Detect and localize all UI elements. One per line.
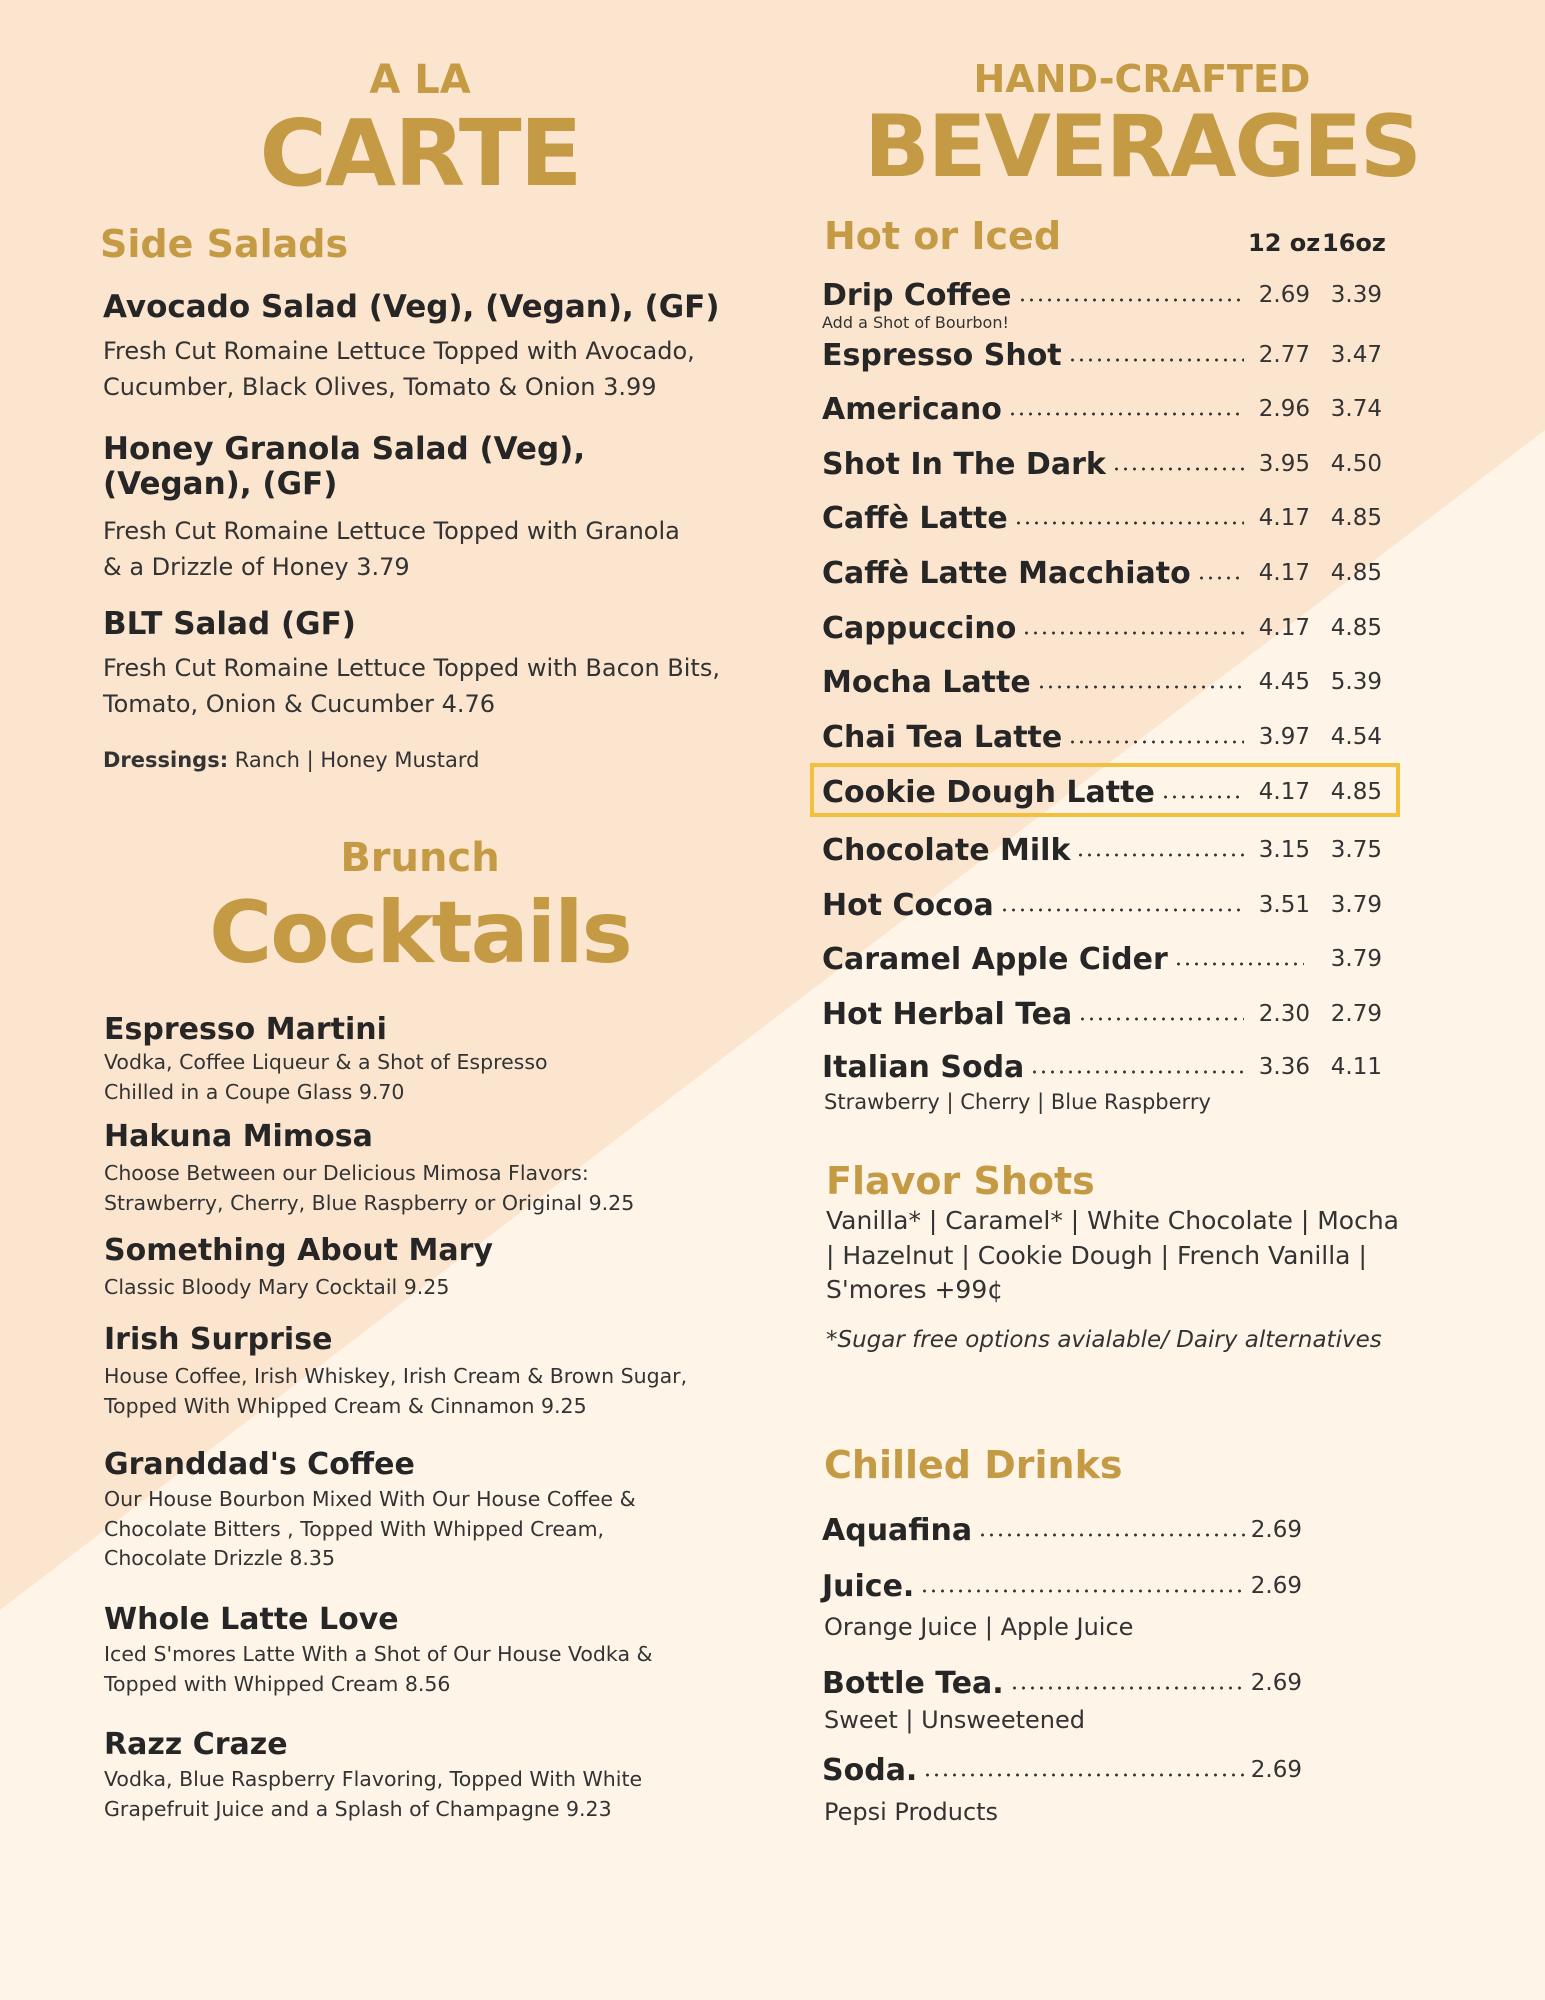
leader-dots [1010, 1686, 1245, 1690]
beverage-name: Caramel Apple Cider [822, 941, 1168, 977]
cocktail-desc: House Coffee, Irish Whiskey, Irish Cream & Brown Sugar, Topped With Whipped Cream & Cinnamon 9.25 [104, 1364, 688, 1418]
price-12oz: 3.15 [1258, 837, 1310, 863]
price-16oz: 3.79 [1330, 946, 1382, 972]
cocktail-desc: Vodka, Blue Raspberry Flavoring, Topped With White Grapefruit Juice and a Splash of Champagne 9.23 [104, 1767, 643, 1821]
salad-desc: Fresh Cut Romaine Lettuce Topped with Bacon Bits, Tomato, Onion & Cucumber 4.76 [103, 653, 720, 718]
cocktails-title: Cocktails [209, 883, 631, 983]
beverage-name: Chocolate Milk [822, 832, 1071, 868]
chilled-name: Juice. [822, 1568, 915, 1604]
beverage-row [822, 335, 1382, 375]
cocktail-item [104, 1323, 704, 1421]
price-12oz: 4.17 [1258, 779, 1310, 805]
dressings-label: Dressings: [103, 748, 229, 772]
cocktail-name: Something About Mary [104, 1233, 493, 1268]
chilled-row [822, 1510, 1302, 1550]
cocktail-item [104, 1728, 684, 1824]
hot-iced-heading: Hot or Iced [824, 214, 1062, 258]
price-16oz: 3.39 [1330, 282, 1382, 308]
salad-desc: Fresh Cut Romaine Lettuce Topped with Granola & a Drizzle of Honey 3.79 [103, 517, 680, 582]
cocktail-desc: Choose Between our Delicious Mimosa Flavors: Strawberry, Cherry, Blue Raspberry or Original 9.25 [104, 1161, 635, 1215]
beverage-name: Cappuccino [822, 610, 1017, 646]
price-12oz: 4.17 [1258, 505, 1310, 531]
cocktail-item [104, 1448, 664, 1574]
beverage-row [822, 994, 1382, 1034]
cocktail-item [104, 1234, 664, 1303]
chilled-row [822, 1750, 1302, 1790]
leader-dots [1018, 298, 1244, 302]
price-16oz: 4.85 [1330, 779, 1382, 805]
size-12-header: 12 oz [1248, 229, 1321, 257]
chilled-sub: Pepsi Products [824, 1798, 999, 1826]
leader-dots [1008, 412, 1244, 416]
leader-dots [1000, 908, 1244, 912]
beverage-row [822, 939, 1382, 979]
leader-dots [1078, 1017, 1244, 1021]
chilled-sub: Sweet | Unsweetened [824, 1706, 1085, 1734]
cocktail-name: Hakuna Mimosa [104, 1119, 373, 1154]
price-16oz: 4.85 [1330, 505, 1382, 531]
beverage-name: Caffè Latte [822, 500, 1008, 536]
drip-note: Add a Shot of Bourbon! [822, 313, 1009, 332]
leader-dots [1112, 467, 1244, 471]
chilled-price: 2.69 [1250, 1670, 1302, 1696]
leader-dots [923, 1773, 1244, 1777]
beverage-row [822, 885, 1382, 925]
price-12oz: 2.30 [1258, 1001, 1310, 1027]
price-16oz: 3.79 [1330, 892, 1382, 918]
price-12oz: 3.95 [1258, 451, 1310, 477]
chilled-row [822, 1566, 1302, 1606]
cocktail-name: Razz Craze [104, 1727, 288, 1762]
alacarte-title: CARTE [259, 100, 581, 207]
price-16oz: 3.47 [1330, 342, 1382, 368]
price-16oz: 4.54 [1330, 724, 1382, 750]
leader-dots [1068, 358, 1244, 362]
price-16oz: 4.11 [1330, 1054, 1382, 1080]
beverage-name: Hot Herbal Tea [822, 996, 1073, 1032]
price-16oz: 2.79 [1330, 1001, 1382, 1027]
cocktail-desc: Iced S'mores Latte With a Shot of Our House Vodka & Topped with Whipped Cream 8.56 [104, 1642, 653, 1696]
beverage-name: Italian Soda [822, 1049, 1025, 1085]
beverage-row [822, 830, 1382, 870]
beverage-row [822, 275, 1382, 315]
dressings-value: Ranch | Honey Mustard [234, 748, 480, 772]
chilled-row [822, 1663, 1302, 1703]
chilled-sub: Orange Juice | Apple Juice [824, 1613, 1134, 1641]
leader-dots [1022, 631, 1244, 635]
beverage-row [822, 553, 1382, 593]
beverage-name: Chai Tea Latte [822, 719, 1063, 755]
size-16-header: 16oz [1322, 229, 1386, 257]
italian-soda-flavors: Strawberry | Cherry | Blue Raspberry [824, 1090, 1211, 1114]
price-16oz: 3.74 [1330, 396, 1382, 422]
price-16oz: 4.85 [1330, 560, 1382, 586]
beverage-row [822, 444, 1382, 484]
cocktail-name: Espresso Martini [104, 1012, 387, 1047]
price-12oz: 2.69 [1258, 282, 1310, 308]
price-12oz: 4.45 [1258, 669, 1310, 695]
price-16oz: 5.39 [1330, 669, 1382, 695]
price-12oz: 2.96 [1258, 396, 1310, 422]
cocktail-desc: Our House Bourbon Mixed With Our House Coffee & Chocolate Bitters , Topped With Whipped Cream, Chocolate Drizzle 8.35 [104, 1487, 636, 1571]
chilled-price: 2.69 [1250, 1517, 1302, 1543]
beverages-title-small: HAND-CRAFTED [973, 57, 1311, 101]
leader-dots [1014, 521, 1244, 525]
leader-dots [920, 1589, 1244, 1593]
beverage-name: Hot Cocoa [822, 887, 994, 923]
chilled-name: Bottle Tea. [822, 1665, 1004, 1701]
cocktail-name: Whole Latte Love [104, 1602, 399, 1637]
beverage-row [822, 717, 1382, 757]
beverage-name: Shot In The Dark [822, 446, 1106, 482]
cocktail-item [104, 1013, 584, 1107]
beverage-row [822, 389, 1382, 429]
leader-dots [1076, 853, 1244, 857]
leader-dots [1068, 740, 1244, 744]
beverage-name: Americano [822, 391, 1002, 427]
beverage-name: Caffè Latte Macchiato [822, 555, 1191, 591]
beverage-name: Mocha Latte [822, 664, 1031, 700]
cocktail-desc: Vodka, Coffee Liqueur & a Shot of Espresso Chilled in a Coupe Glass 9.70 [104, 1050, 548, 1104]
salad-name: Avocado Salad (Veg), (Vegan), (GF) [103, 289, 720, 325]
chilled-price: 2.69 [1250, 1573, 1302, 1599]
chilled-drinks-heading: Chilled Drinks [824, 1443, 1123, 1487]
leader-dots [1037, 685, 1244, 689]
salad-item [103, 432, 703, 585]
cocktail-desc: Classic Bloody Mary Cocktail 9.25 [104, 1275, 450, 1299]
alacarte-title-small: A LA [369, 57, 471, 103]
dressings-line [103, 748, 479, 772]
salad-name: BLT Salad (GF) [103, 606, 356, 642]
beverage-row [822, 498, 1382, 538]
chilled-price: 2.69 [1250, 1757, 1302, 1783]
beverage-row [822, 608, 1382, 648]
salad-item [103, 607, 743, 722]
salad-desc: Fresh Cut Romaine Lettuce Topped with Avocado, Cucumber, Black Olives, Tomato & Onion 3.99 [103, 336, 695, 401]
salad-name: Honey Granola Salad (Veg), (Vegan), (GF) [103, 431, 586, 502]
side-salads-heading: Side Salads [100, 222, 349, 266]
beverage-name: Cookie Dough Latte [822, 774, 1155, 810]
flavor-list: Vanilla* | Caramel* | White Chocolate | Mocha | Hazelnut | Cookie Dough | French Vanilla | S'mores +99¢ [826, 1206, 1399, 1304]
flavor-shots-heading: Flavor Shots [826, 1159, 1095, 1203]
cocktail-item [104, 1603, 684, 1699]
price-12oz: 4.17 [1258, 615, 1310, 641]
price-16oz: 3.75 [1330, 837, 1382, 863]
price-12oz: 3.51 [1258, 892, 1310, 918]
price-16oz: 4.85 [1330, 615, 1382, 641]
beverage-name: Espresso Shot [822, 337, 1062, 373]
leader-dots [978, 1533, 1245, 1537]
cocktail-name: Granddad's Coffee [104, 1447, 415, 1482]
cocktail-item [104, 1120, 664, 1218]
sugar-free-note: *Sugar free options avialable/ Dairy alternatives [826, 1327, 1382, 1353]
chilled-name: Aquafina [822, 1512, 973, 1548]
leader-dots [1030, 1070, 1244, 1074]
leader-dots [1197, 576, 1244, 580]
chilled-name: Soda. [822, 1752, 918, 1788]
price-12oz: 3.97 [1258, 724, 1310, 750]
salad-item [103, 290, 733, 405]
cocktail-name: Irish Surprise [104, 1322, 333, 1357]
price-12oz: 4.17 [1258, 560, 1310, 586]
beverage-row [822, 662, 1382, 702]
highlight-box [810, 763, 1400, 817]
price-16oz: 4.50 [1330, 451, 1382, 477]
beverage-name: Drip Coffee [822, 277, 1012, 313]
beverage-row [822, 1047, 1382, 1087]
leader-dots [1174, 962, 1304, 966]
price-12oz: 2.77 [1258, 342, 1310, 368]
beverages-title: BEVERAGES [864, 97, 1420, 197]
cocktails-title-small: Brunch [340, 835, 500, 881]
price-12oz: 3.36 [1258, 1054, 1310, 1080]
